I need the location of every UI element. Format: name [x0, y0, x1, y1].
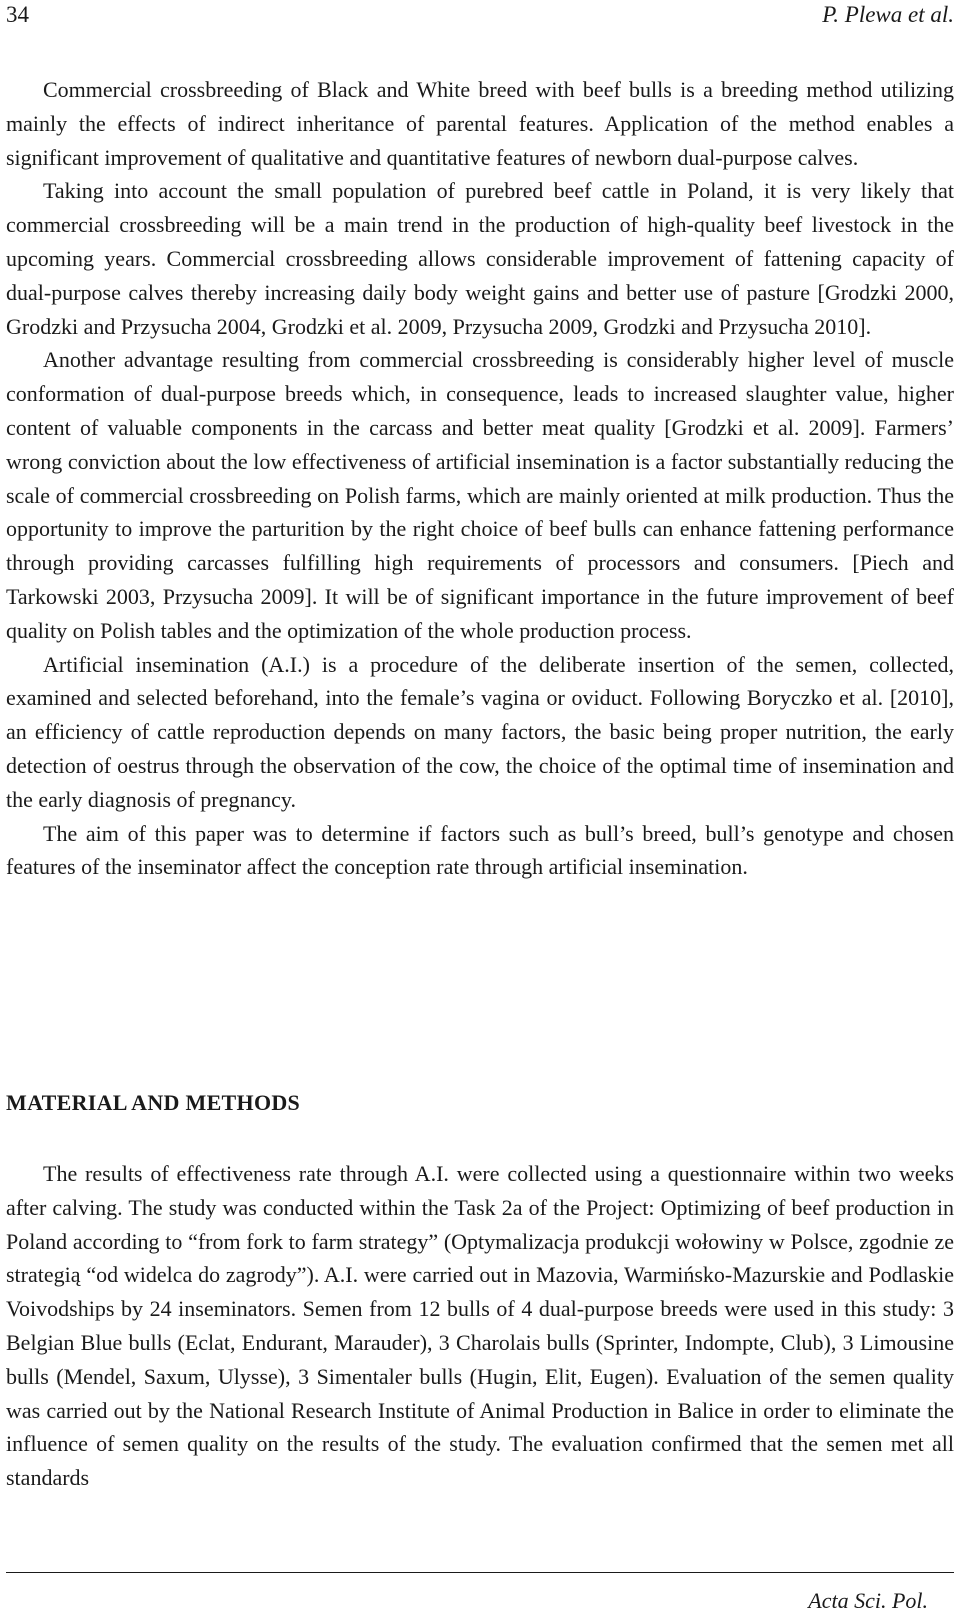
- page-number: 34: [6, 2, 29, 27]
- body-text: [6, 73, 954, 884]
- paragraph-advantage: Another advantage resulting from commercial crossbreeding is considerably higher level of muscle conformation of dual-purpose breeds which, in consequence, leads to increased slaughter value, higher content of valuable components in the carcass and better meat quality [Grodzki et al. 2009]. Farmers’ wrong conviction about the low effectiveness of artificial insemination is a factor substantially reducing the scale of commercial crossbreeding on Polish farms, which are mainly oriented at milk production. Thus the opportunity to improve the parturition by the right choice of beef bulls can enhance fattening performance through providing carcasses fulfilling high requirements of processors and consumers. [Piech and Tarkowski 2003, Przysucha 2009]. It will be of significant importance in the future improvement of beef quality on Polish tables and the optimization of the whole production process.: [6, 347, 954, 643]
- footer-journal-name: Acta Sci. Pol.: [808, 1588, 928, 1613]
- running-head-authors: P. Plewa et al.: [822, 2, 954, 27]
- section-body-text: [6, 1157, 954, 1495]
- page-header: [6, 2, 954, 32]
- footer-divider: [6, 1572, 954, 1573]
- paragraph-crossbreeding-intro: Commercial crossbreeding of Black and White breed with beef bulls is a breeding method utilizing mainly the effects of indirect inheritance of parental features. Application of the method enables a significant improvement of qualitative and quantitative features of newborn dual-purpose calves.: [6, 77, 954, 170]
- paragraph-artificial-insemination: Artificial insemination (A.I.) is a procedure of the deliberate insertion of the semen, collected, examined and selected beforehand, into the female’s vagina or oviduct. Following Boryczko et al. [2010], an efficiency of cattle reproduction depends on many factors, the basic being proper nutrition, the early detection of oestrus through the observation of the cow, the choice of the optimal time of insemination and the early diagnosis of pregnancy.: [6, 651, 954, 812]
- paragraph-aim: The aim of this paper was to determine if factors such as bull’s breed, bull’s genotype and chosen features of the inseminator affect the conception rate through artificial insemination.: [6, 820, 954, 880]
- paragraph-methods: The results of effectiveness rate through A.I. were collected using a questionnaire within two weeks after calving. The study was conducted within the Task 2a of the Project: Optimizing of beef production in Poland according to “from fork to farm strategy” (Optymalizacja produkcji wołowiny w Polsce, zgodnie ze strategią “od widelca do zagrody”). A.I. were carried out in Mazovia, Warmińsko-Mazurskie and Podlaskie Voivodships by 24 inseminators. Semen from 12 bulls of 4 dual-purpose breeds were used in this study: 3 Belgian Blue bulls (Eclat, Endurant, Marauder), 3 Charolais bulls (Sprinter, Indompte, Club), 3 Limousine bulls (Mendel, Saxum, Ulysse), 3 Simentaler bulls (Hugin, Elit, Eugen). Evaluation of the semen quality was carried out by the National Research Institute of Animal Production in Balice in order to eliminate the influence of semen quality on the results of the study. The evaluation confirmed that the semen met all standards: [6, 1161, 954, 1491]
- section-heading-material-methods: MATERIAL AND METHODS: [6, 1090, 301, 1115]
- paragraph-population: Taking into account the small population of purebred beef cattle in Poland, it is very likely that commercial crossbreeding will be a main trend in the production of high-quality beef livestock in the upcoming years. Commercial crossbreeding allows considerable improvement of fattening capacity of dual-purpose calves thereby increasing daily body weight gains and better use of pasture [Grodzki 2000, Grodzki and Przysucha 2004, Grodzki et al. 2009, Przysucha 2009, Grodzki and Przysucha 2010].: [6, 178, 954, 339]
